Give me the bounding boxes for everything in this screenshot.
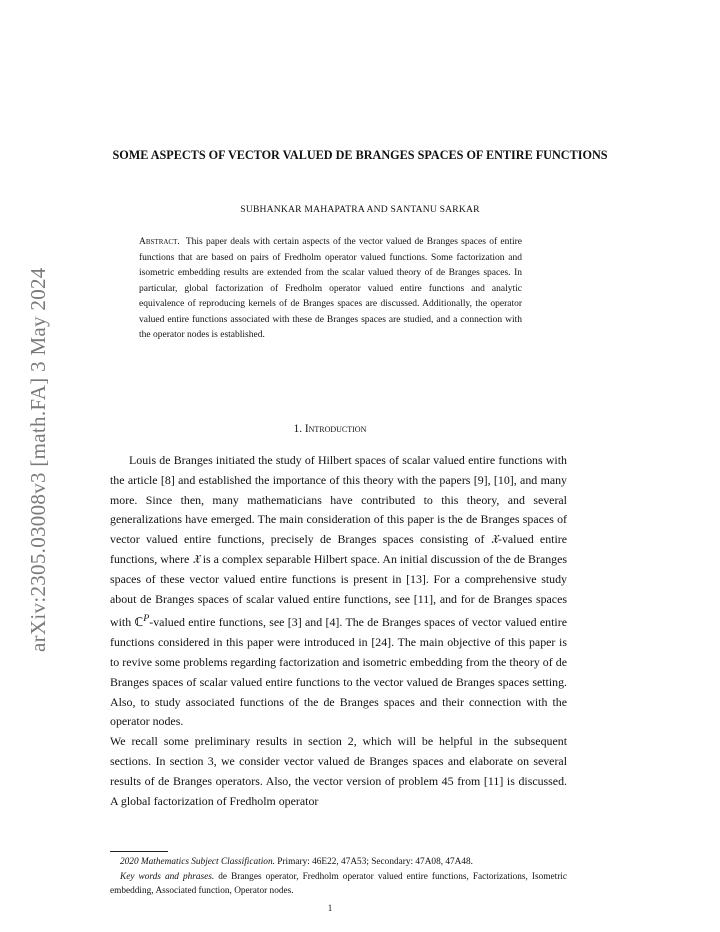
paragraph-1-part-b: -valued entire functions, where	[110, 532, 567, 566]
paper-title: SOME ASPECTS OF VECTOR VALUED DE BRANGES SPACES OF ENTIRE FUNCTIONS	[112, 148, 608, 162]
frak-x-symbol: 𝔛	[490, 532, 498, 547]
paragraph-1-part-c: is a complex separable Hilbert space. An initial discussion of the de Branges spaces of these vector valued entire functions is present in [13]. For a comprehensive study about de Branges spaces of scalar valued entire functions, see [11], and for de Branges spaces with	[110, 551, 568, 630]
arxiv-identifier-stamp: arXiv:2305.03008v3 [math.FA] 3 May 2024	[26, 267, 50, 652]
frak-x-symbol: 𝔛	[192, 551, 200, 566]
footnote-msc-text: Primary: 46E22, 47A53; Secondary: 47A08, 47A48.	[277, 857, 473, 867]
abstract-label: Abstract.	[139, 237, 180, 247]
section-number: 1.	[293, 423, 303, 435]
paragraph-1-part-a: Louis de Branges initiated the study of Hilbert spaces of scalar valued entire functions with the article [8] and established the importance of this theory with the papers [9], [10], and many more. Since then, many mathematicians have contributed to this theory, and several generalizations have emerged. The main consideration of this paper is the de Branges spaces of vector valued entire functions, precisely de Branges spaces consisting of	[110, 453, 567, 547]
body-text	[110, 451, 567, 811]
footnote-keywords-label: Key words and phrases.	[120, 871, 215, 882]
paragraph-2: We recall some preliminary results in section 2, which will be helpful in the subsequent sections. In section 3, we consider vector valued de Branges spaces and elaborate on several results of de Branges operators. Also, the vector version of problem 45 from [11] is discussed. A global factorization of Fredholm operator	[110, 734, 567, 808]
footnote-keywords	[110, 870, 567, 899]
exponent-p: P	[143, 613, 150, 625]
section-title: Introduction	[304, 423, 367, 435]
footnote-msc-label: 2020 Mathematics Subject Classification.	[120, 857, 275, 867]
footnote-keywords-text: de Branges operator, Fredholm operator valued entire functions, Factorizations, Isometric embedding, Associated function, Operator nodes.	[110, 871, 567, 896]
paper-authors: SUBHANKAR MAHAPATRA AND SANTANU SARKAR	[240, 204, 480, 215]
page-number: 1	[327, 903, 333, 913]
footnotes	[110, 855, 567, 899]
complex-numbers-symbol: ℂ	[134, 615, 144, 630]
footnote-rule	[110, 851, 168, 852]
footnote-msc	[110, 855, 567, 870]
paragraph-1-part-d: -valued entire functions, see [3] and [4]. The de Branges spaces of vector valued entire functions considered in this paper were introduced in [24]. The main objective of this paper is to revive some problems regarding factorization and isometric embedding from the theory of de Branges spaces of scalar valued entire functions to the vector valued de Branges spaces setting. Also, to study associated functions of the de Branges spaces and their connection with the operator nodes.	[110, 615, 567, 729]
section-heading	[100, 423, 560, 435]
abstract	[139, 235, 522, 344]
paragraph-1	[110, 451, 567, 732]
abstract-text: This paper deals with certain aspects of the vector valued de Branges spaces of entire functions that are based on pairs of Fredholm operator valued functions. Some factorization and isometric embedding results are extended from the scalar valued theory of de Branges spaces. In particular, global factorization of Fredholm operator valued entire functions and analytic equivalence of reproducing kernels of de Branges spaces are discussed. Additionally, the operator valued entire functions associated with these de Branges spaces are studied, and a connection with the operator nodes is established.	[139, 237, 522, 340]
